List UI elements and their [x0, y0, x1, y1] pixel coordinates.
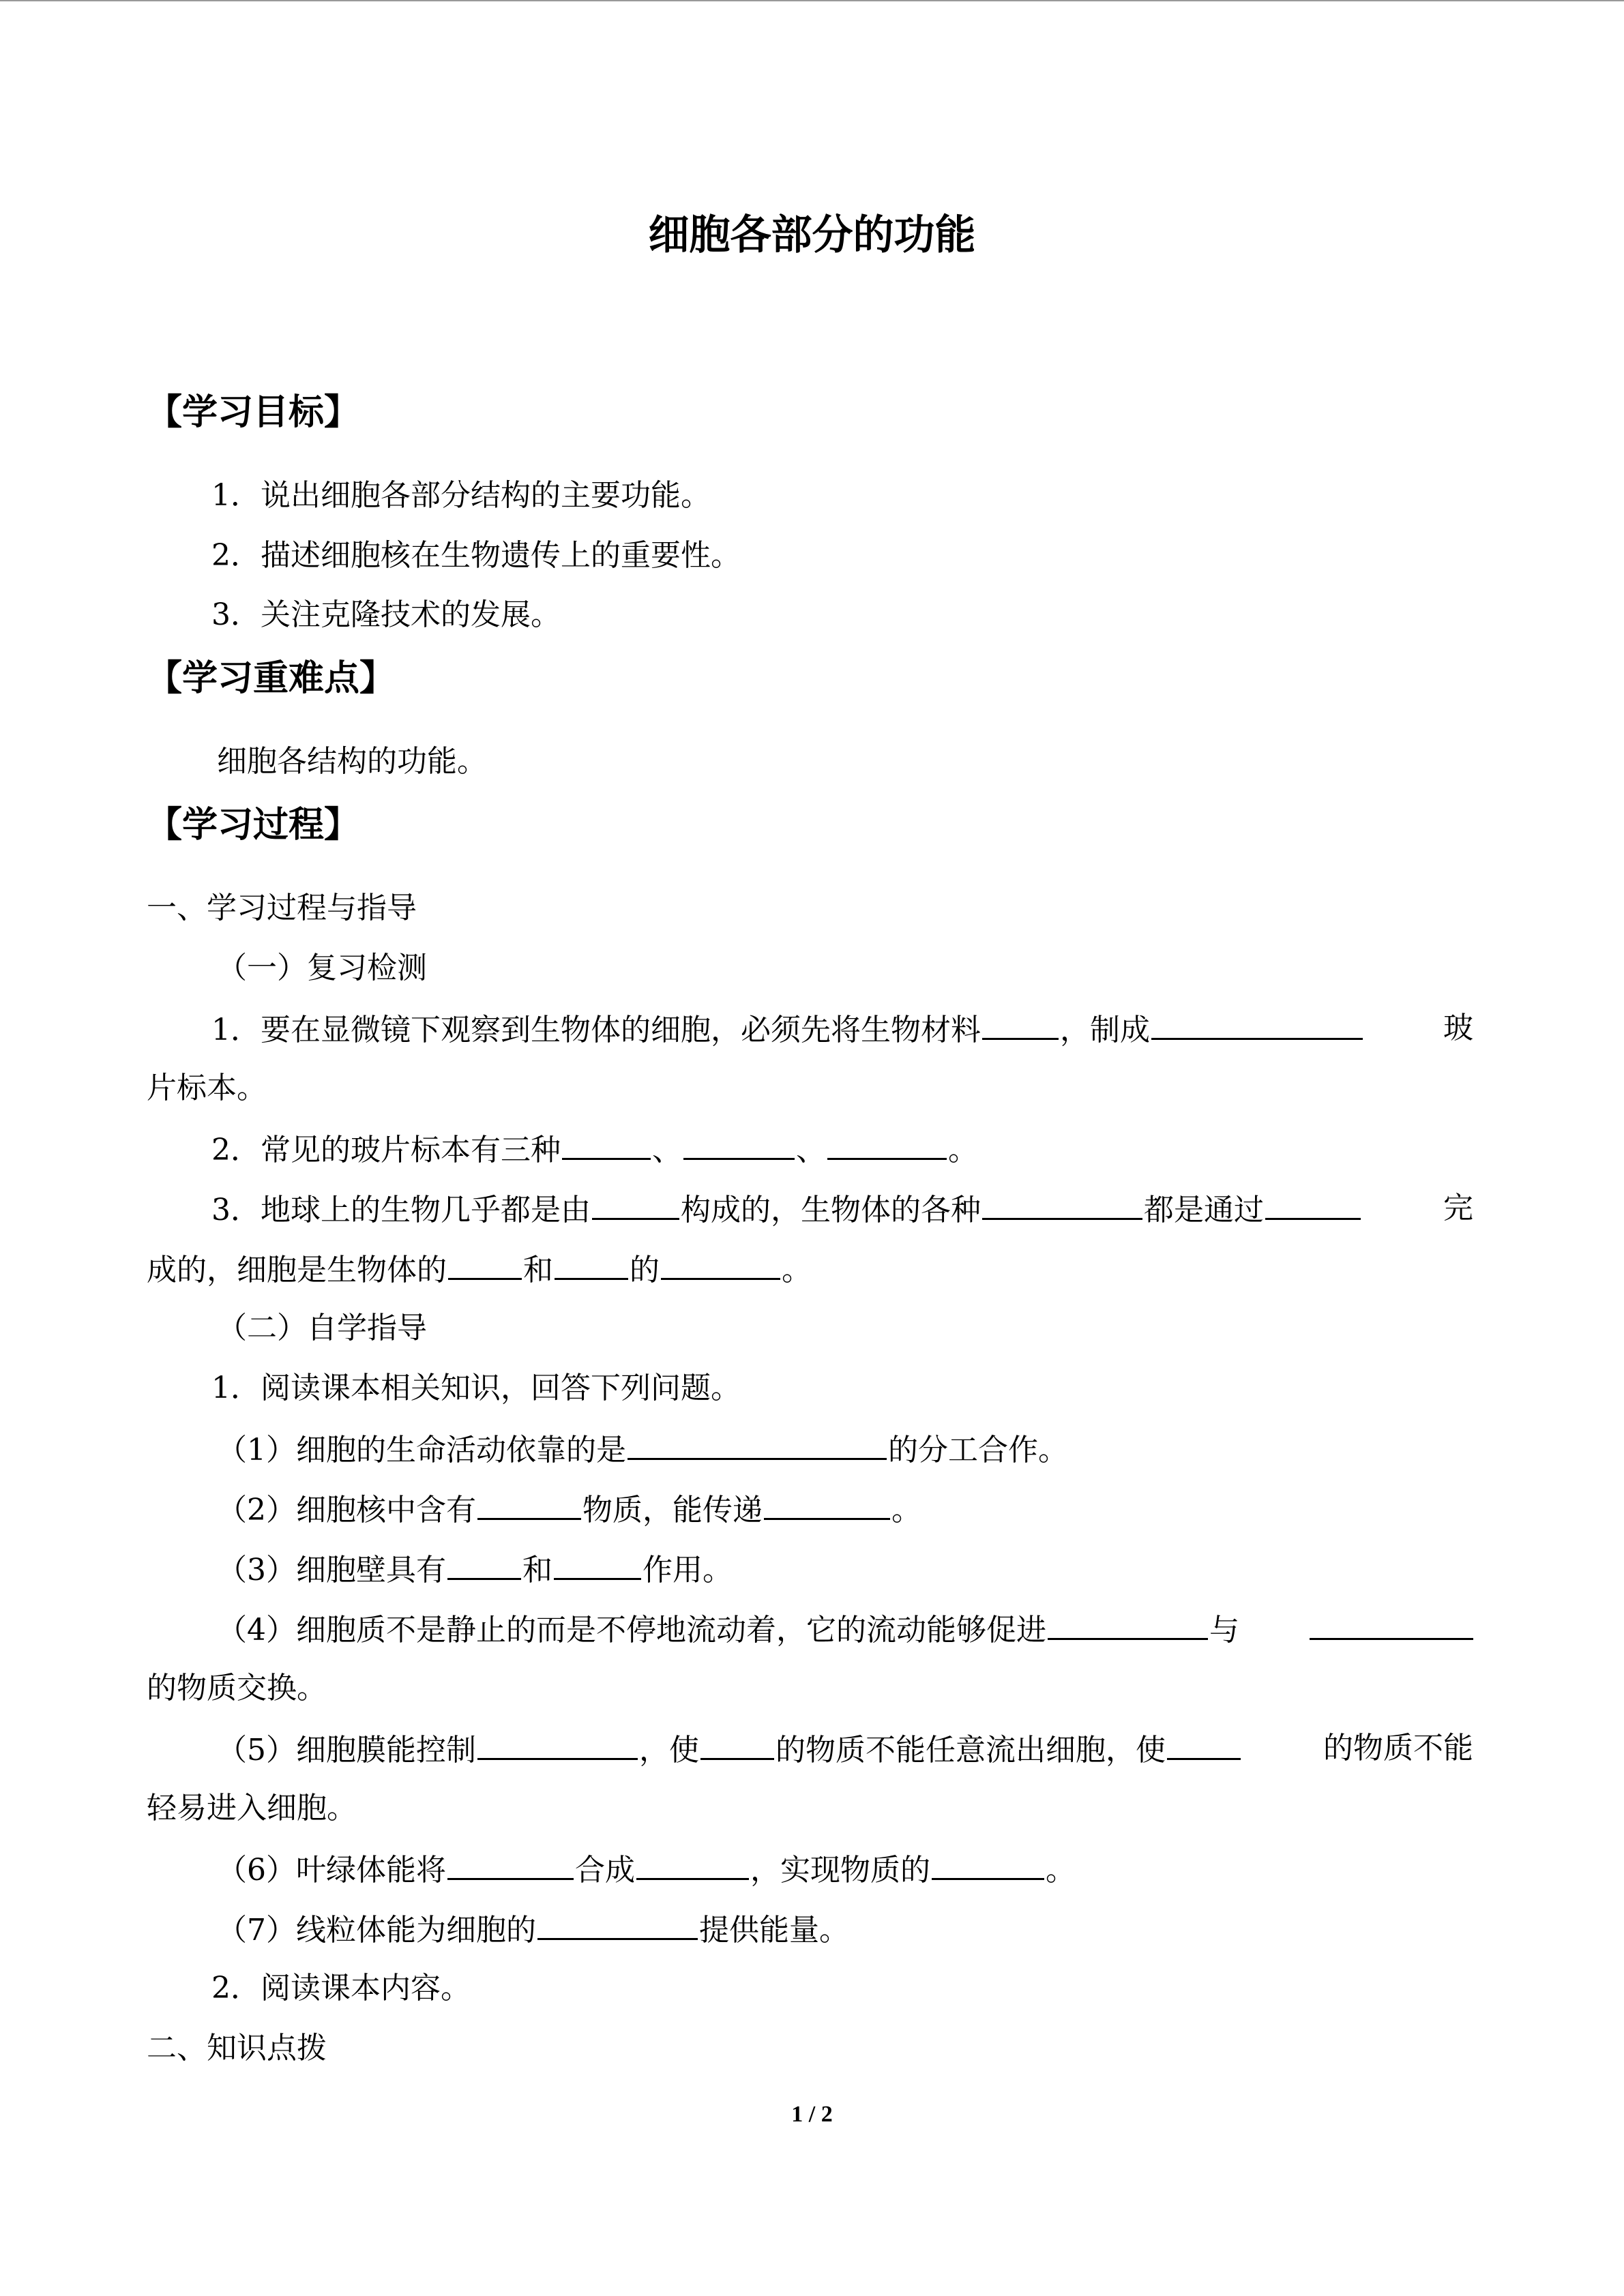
question-1: 1．要在显微镜下观察到生物体的细胞，必须先将生物材料 ，制成 玻	[211, 1008, 1473, 1051]
answer-blank[interactable]	[628, 1428, 887, 1460]
section-heading-key-points: 【学习重难点】	[147, 658, 396, 699]
key-point-text: 细胞各结构的功能。	[217, 744, 487, 779]
sub-question-5: （5）细胞膜能控制 ，使 的物质不能任意流出细胞，使 的物质不能	[217, 1728, 1473, 1771]
part1-heading: 一、学习过程与指导	[147, 891, 417, 925]
answer-blank[interactable]	[592, 1188, 679, 1220]
sub-question-4: （4）细胞质不是静止的而是不停地流动着，它的流动能够促进 与	[217, 1608, 1473, 1651]
page-title: 细胞各部分的功能	[648, 211, 976, 259]
goal-item: 2．描述细胞核在生物遗传上的重要性。	[211, 538, 741, 573]
answer-blank[interactable]	[562, 1128, 651, 1160]
question-3-cont: 成的，细胞是生物体的 和 的 。	[147, 1248, 1473, 1291]
answer-blank[interactable]	[982, 1008, 1059, 1040]
answer-blank[interactable]	[554, 1548, 641, 1580]
section-heading-process: 【学习过程】	[147, 805, 360, 846]
answer-blank[interactable]	[932, 1848, 1044, 1880]
answer-blank[interactable]	[764, 1488, 890, 1520]
answer-blank[interactable]	[448, 1248, 522, 1280]
section-heading-goals: 【学习目标】	[147, 392, 360, 433]
answer-blank[interactable]	[1265, 1188, 1361, 1220]
sub-question-5-cont: 轻易进入细胞。	[147, 1791, 357, 1825]
goal-item: 1．说出细胞各部分结构的主要功能。	[211, 478, 711, 513]
answer-blank[interactable]	[1048, 1608, 1208, 1640]
answer-blank[interactable]	[477, 1488, 581, 1520]
answer-blank[interactable]	[477, 1728, 638, 1760]
answer-blank[interactable]	[537, 1908, 698, 1940]
sub-question-6: （6）叶绿体能将 合成 ，实现物质的 。	[217, 1848, 1544, 1891]
answer-blank[interactable]	[447, 1548, 521, 1580]
question-2: 2．常见的玻片标本有三种 、 、 。	[211, 1128, 1473, 1171]
answer-blank[interactable]	[982, 1188, 1142, 1220]
answer-blank[interactable]	[827, 1128, 947, 1160]
answer-blank[interactable]	[1310, 1608, 1473, 1640]
sub-question-2: （2）细胞核中含有 物质，能传递 。	[217, 1488, 1544, 1531]
sub-question-4-cont: 的物质交换。	[147, 1671, 327, 1705]
sub-question-7: （7）线粒体能为细胞的 提供能量。	[217, 1908, 1544, 1951]
sub-question-3: （3）细胞壁具有 和 作用。	[217, 1548, 1544, 1591]
answer-blank[interactable]	[447, 1848, 574, 1880]
goal-item: 3．关注克隆技术的发展。	[211, 597, 561, 632]
self-study-item: 2．阅读课本内容。	[211, 1971, 471, 2006]
answer-blank[interactable]	[700, 1728, 774, 1760]
review-heading: （一）复习检测	[217, 951, 427, 985]
question-3: 3．地球上的生物几乎都是由 构成的，生物体的各种 都是通过 完	[211, 1188, 1473, 1231]
top-border	[0, 0, 1624, 1]
question-1-cont: 片标本。	[147, 1071, 267, 1105]
answer-blank[interactable]	[1167, 1728, 1241, 1760]
part2-heading: 二、知识点拨	[147, 2031, 327, 2066]
answer-blank[interactable]	[555, 1248, 628, 1280]
answer-blank[interactable]	[1151, 1008, 1363, 1040]
self-study-item: 1．阅读课本相关知识，回答下列问题。	[211, 1371, 741, 1405]
answer-blank[interactable]	[636, 1848, 749, 1880]
self-study-heading: （二）自学指导	[217, 1311, 427, 1345]
answer-blank[interactable]	[683, 1128, 795, 1160]
sub-question-1: （1）细胞的生命活动依靠的是 的分工合作。	[217, 1428, 1544, 1471]
page-number: 1 / 2	[791, 2102, 833, 2127]
answer-blank[interactable]	[661, 1248, 780, 1280]
